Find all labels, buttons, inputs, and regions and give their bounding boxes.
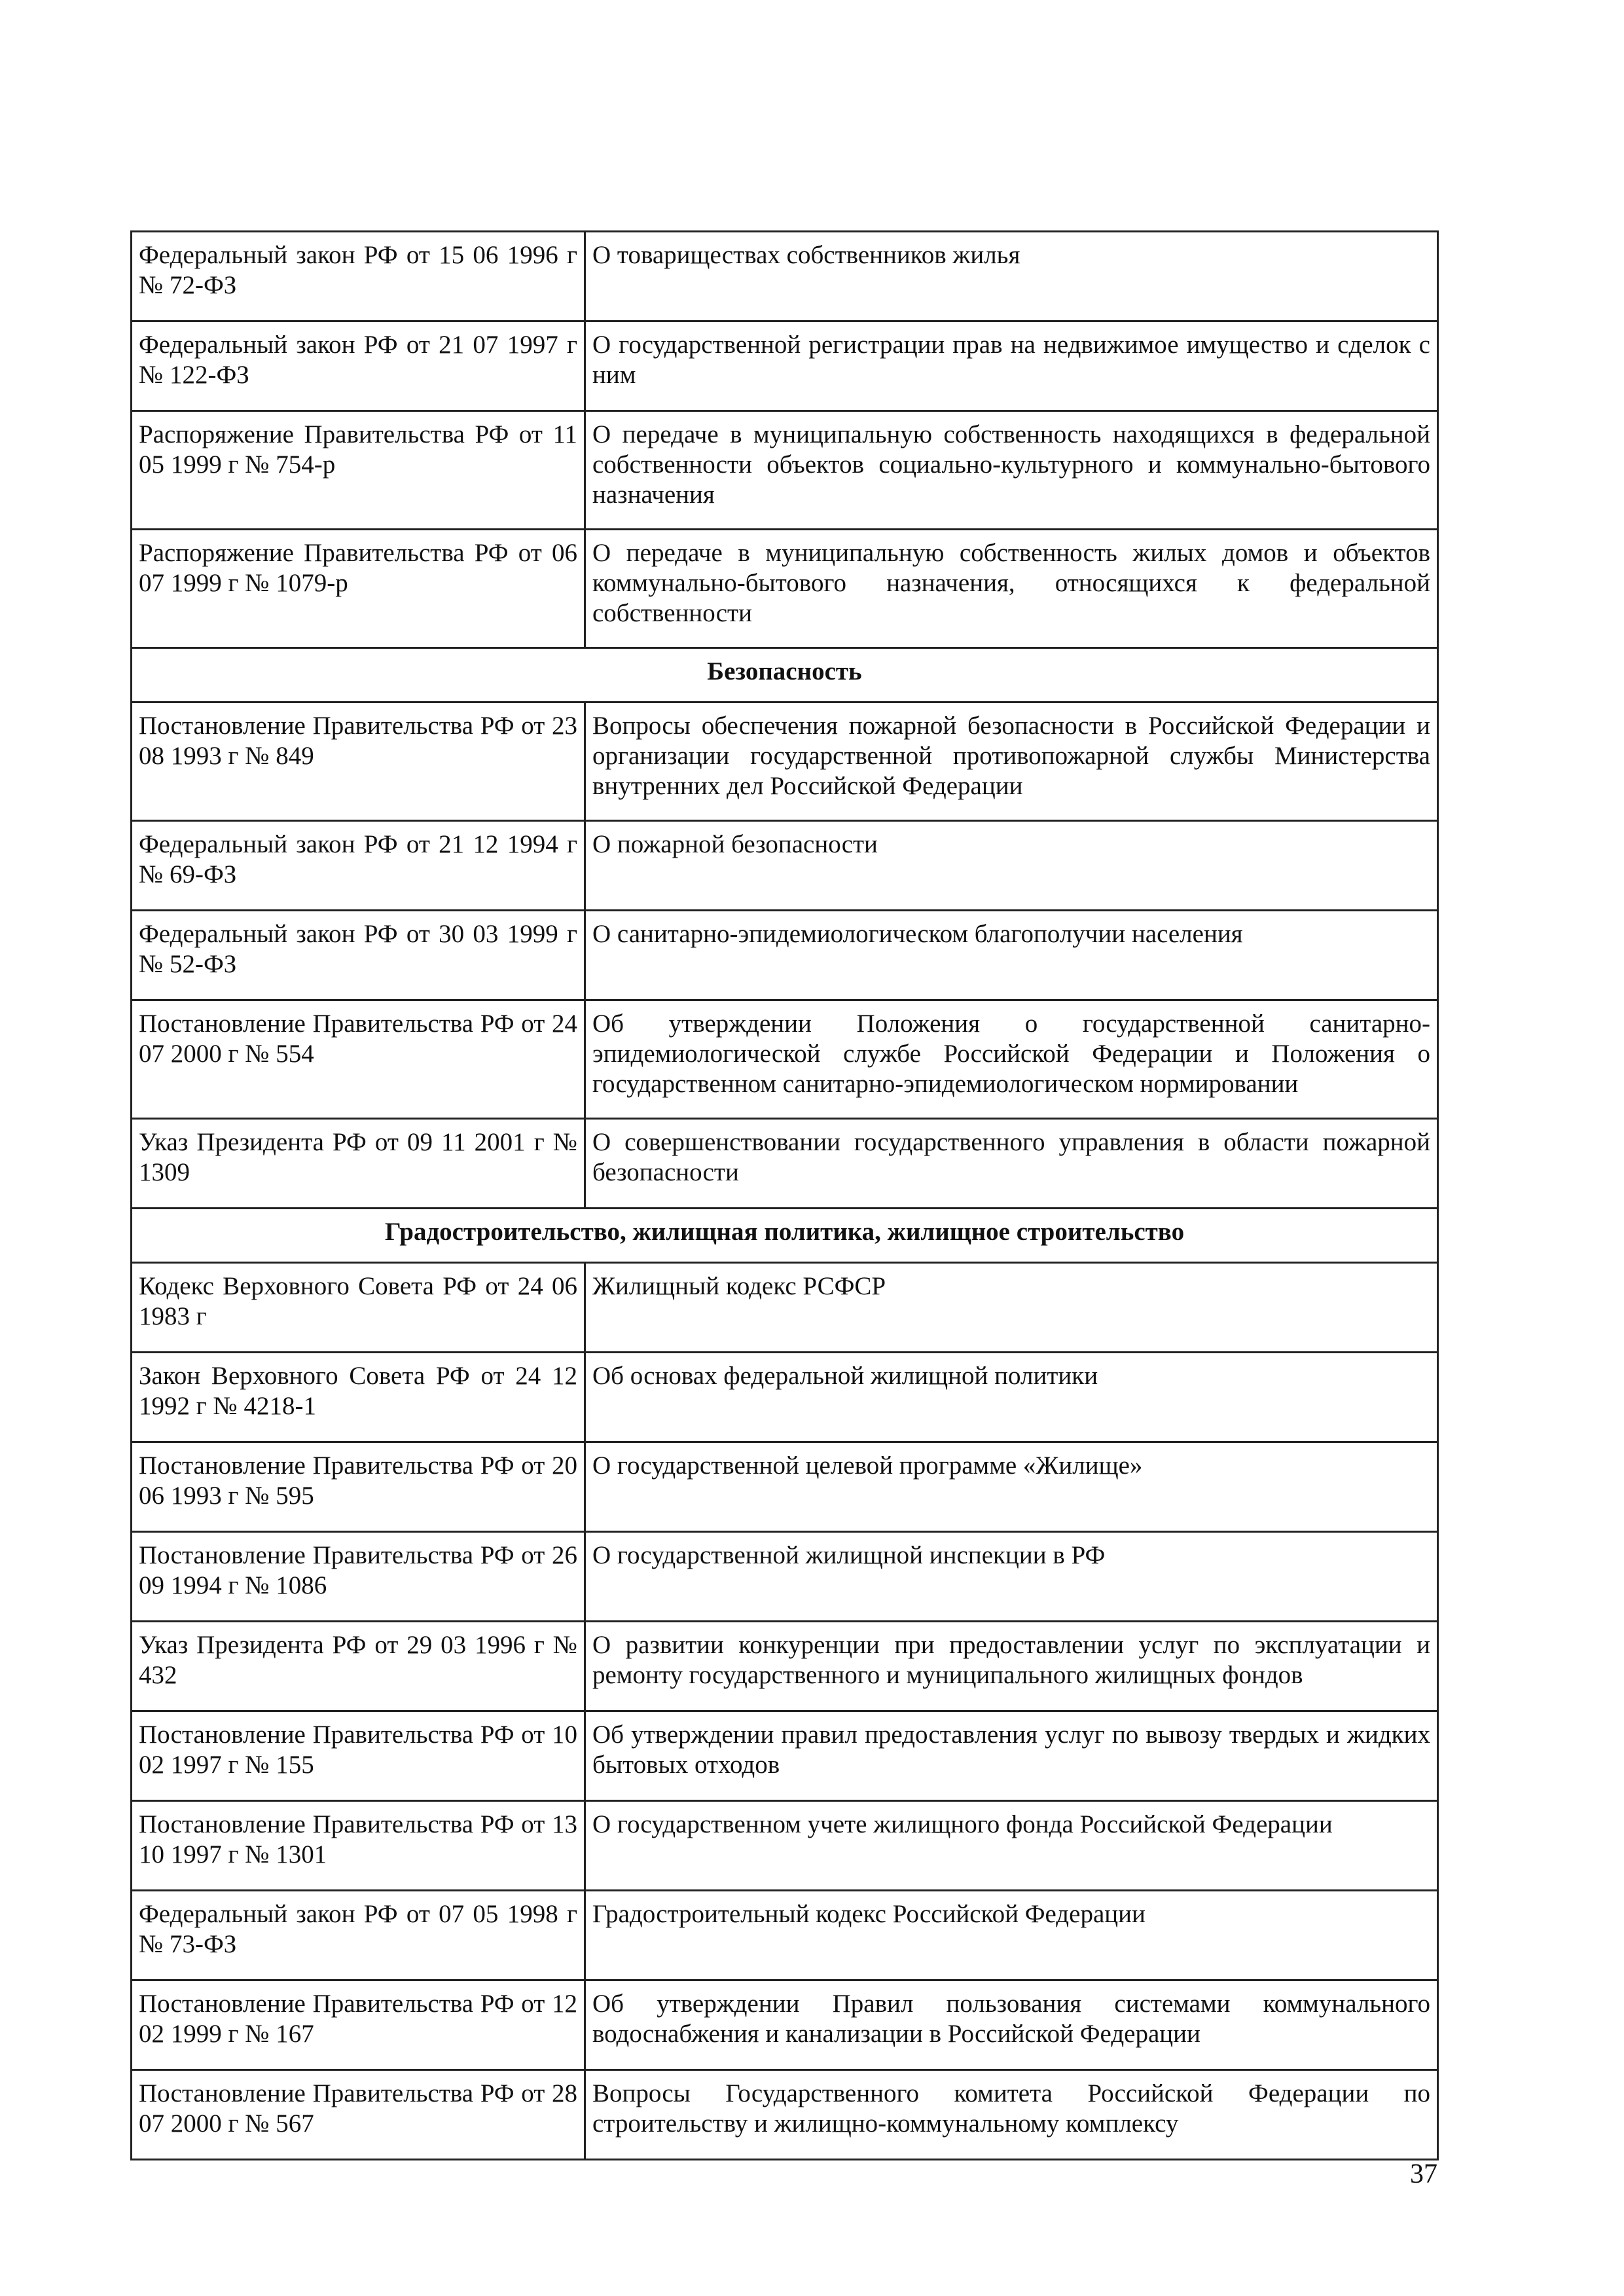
act-reference-cell: Постановление Правительства РФ от 10 02 1997 г № 155: [132, 1711, 585, 1801]
act-reference-cell: Федеральный закон РФ от 30 03 1999 г № 52-ФЗ: [132, 911, 585, 1000]
act-subject-cell: О государственной целевой программе «Жилище»: [585, 1442, 1438, 1532]
act-subject-cell: О развитии конкуренции при предоставлении услуг по эксплуатации и ремонту государственного и муниципального жилищных фондов: [585, 1622, 1438, 1711]
act-reference-cell: Постановление Правительства РФ от 13 10 1997 г № 1301: [132, 1801, 585, 1891]
act-subject-cell: Вопросы обеспечения пожарной безопасности в Российской Федерации и организации государственной противопожарной службы Министерства внутренних дел Российской Федерации: [585, 702, 1438, 821]
page-number: 37: [1410, 2159, 1437, 2189]
legal-acts-table: [130, 230, 1439, 2160]
table-row: [132, 1801, 1438, 1891]
table-row: [132, 321, 1438, 411]
act-subject-cell: О государственном учете жилищного фонда Российской Федерации: [585, 1801, 1438, 1891]
act-reference-cell: Федеральный закон РФ от 15 06 1996 г № 72-ФЗ: [132, 232, 585, 321]
act-subject-cell: О государственной жилищной инспекции в РФ: [585, 1532, 1438, 1622]
table-row: [132, 1532, 1438, 1622]
act-subject-cell: Об утверждении правил предоставления услуг по вывозу твердых и жидких бытовых отходов: [585, 1711, 1438, 1801]
act-subject-cell: Вопросы Государственного комитета Российской Федерации по строительству и жилищно-коммунальному комплексу: [585, 2070, 1438, 2160]
act-subject-cell: Об утверждении Правил пользования системами коммунального водоснабжения и канализации в Российской Федерации: [585, 1980, 1438, 2070]
table-row: [132, 232, 1438, 321]
act-reference-cell: Постановление Правительства РФ от 12 02 1999 г № 167: [132, 1980, 585, 2070]
act-reference-cell: Федеральный закон РФ от 21 07 1997 г № 122-ФЗ: [132, 321, 585, 411]
act-reference-cell: Федеральный закон РФ от 07 05 1998 г № 73-ФЗ: [132, 1891, 585, 1980]
section-header-row: [132, 648, 1438, 702]
section-title-safety: Безопасность: [132, 648, 1438, 702]
act-subject-cell: Об основах федеральной жилищной политики: [585, 1353, 1438, 1442]
table-row: [132, 1622, 1438, 1711]
table-row: [132, 1711, 1438, 1801]
table-row: [132, 1353, 1438, 1442]
table-row: [132, 1442, 1438, 1532]
table-row: [132, 1263, 1438, 1353]
act-subject-cell: О товариществах собственников жилья: [585, 232, 1438, 321]
act-subject-cell: О пожарной безопасности: [585, 821, 1438, 911]
table-row: [132, 1119, 1438, 1209]
table-row: [132, 1980, 1438, 2070]
act-reference-cell: Постановление Правительства РФ от 20 06 1993 г № 595: [132, 1442, 585, 1532]
act-reference-cell: Постановление Правительства РФ от 26 09 1994 г № 1086: [132, 1532, 585, 1622]
section-title-housing: Градостроительство, жилищная политика, жилищное строительство: [132, 1209, 1438, 1263]
table-row: [132, 530, 1438, 648]
table-row: [132, 702, 1438, 821]
legal-acts-table-body: [132, 232, 1438, 2160]
section-header-row: [132, 1209, 1438, 1263]
act-subject-cell: Жилищный кодекс РСФСР: [585, 1263, 1438, 1353]
table-row: [132, 1000, 1438, 1119]
act-subject-cell: О передаче в муниципальную собственность находящихся в федеральной собственности объектов социально-культурного и коммунально-бытового назначения: [585, 411, 1438, 530]
act-reference-cell: Закон Верховного Совета РФ от 24 12 1992 г № 4218-1: [132, 1353, 585, 1442]
table-row: [132, 911, 1438, 1000]
act-reference-cell: Распоряжение Правительства РФ от 06 07 1999 г № 1079-р: [132, 530, 585, 648]
act-subject-cell: Градостроительный кодекс Российской Федерации: [585, 1891, 1438, 1980]
table-row: [132, 821, 1438, 911]
act-subject-cell: О санитарно-эпидемиологическом благополучии населения: [585, 911, 1438, 1000]
act-reference-cell: Распоряжение Правительства РФ от 11 05 1999 г № 754-р: [132, 411, 585, 530]
act-subject-cell: О передаче в муниципальную собственность жилых домов и объектов коммунально-бытового назначения, относящихся к федеральной собственности: [585, 530, 1438, 648]
act-reference-cell: Федеральный закон РФ от 21 12 1994 г № 69-ФЗ: [132, 821, 585, 911]
act-subject-cell: Об утверждении Положения о государственной санитарно-эпидемиологической службе Российской Федерации и Положения о государственном санитарно-эпидемиологическом нормировании: [585, 1000, 1438, 1119]
act-subject-cell: О государственной регистрации прав на недвижимое имущество и сделок с ним: [585, 321, 1438, 411]
act-reference-cell: Указ Президента РФ от 09 11 2001 г № 1309: [132, 1119, 585, 1209]
table-row: [132, 411, 1438, 530]
act-reference-cell: Постановление Правительства РФ от 28 07 2000 г № 567: [132, 2070, 585, 2160]
table-row: [132, 1891, 1438, 1980]
act-reference-cell: Постановление Правительства РФ от 23 08 1993 г № 849: [132, 702, 585, 821]
table-row: [132, 2070, 1438, 2160]
act-reference-cell: Кодекс Верховного Совета РФ от 24 06 1983 г: [132, 1263, 585, 1353]
act-reference-cell: Указ Президента РФ от 29 03 1996 г № 432: [132, 1622, 585, 1711]
act-subject-cell: О совершенствовании государственного управления в области пожарной безопасности: [585, 1119, 1438, 1209]
act-reference-cell: Постановление Правительства РФ от 24 07 2000 г № 554: [132, 1000, 585, 1119]
